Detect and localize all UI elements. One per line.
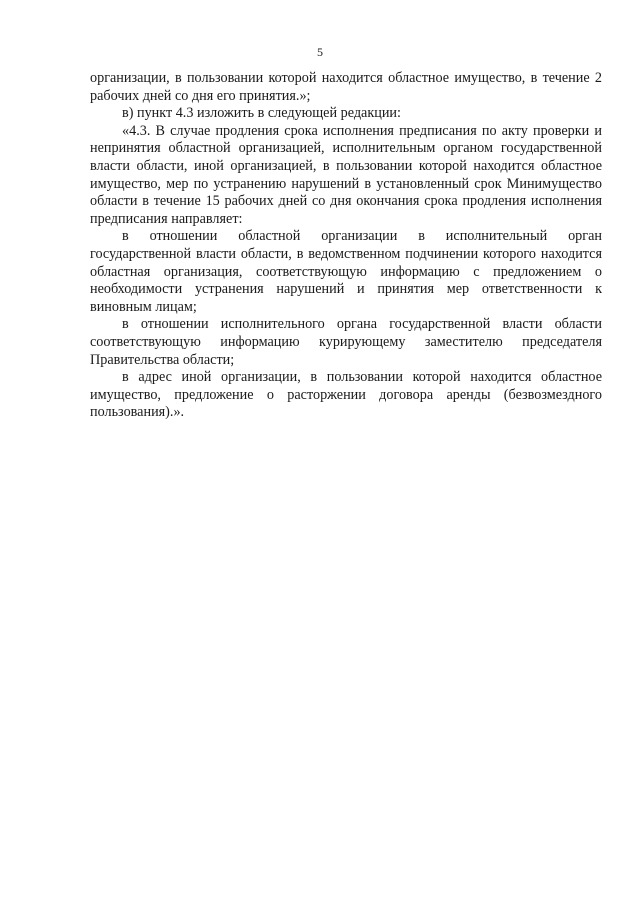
paragraph-executive-body: в отношении исполнительного органа государственной власти области соответствующую информацию курирующему заместителю председателя Правительства области;	[90, 316, 602, 368]
paragraph-clause-4-3: «4.3. В случае продления срока исполнения предписания по акту проверки и непринятия областной организацией, исполнительным органом государственной власти области, иной организацией, в пользовании которой находится областное имущество, мер по устранению нарушений в установленный срок Минимущество области в течение 15 рабочих дней со дня окончания срока продления исполнения предписания направляет:	[90, 122, 602, 227]
paragraph-amendment-item-v: в) пункт 4.3 изложить в следующей редакции:	[122, 105, 401, 122]
document-body	[90, 70, 602, 422]
paragraph-other-organization: в адрес иной организации, в пользовании которой находится областное имущество, предложение о расторжении договора аренды (безвозмездного пользования).».	[90, 369, 602, 421]
paragraph-continuation: организации, в пользовании которой находится областное имущество, в течение 2 рабочих дней со дня его принятия.»;	[90, 70, 602, 104]
page-number: 5	[317, 45, 323, 59]
paragraph-regional-organization: в отношении областной организации в исполнительный орган государственной власти области, в ведомственном подчинении которого находится областная организация, соответствующую информацию с предложением о необходимости устранения нарушений и принятия мер ответственности к виновным лицам;	[90, 228, 602, 315]
